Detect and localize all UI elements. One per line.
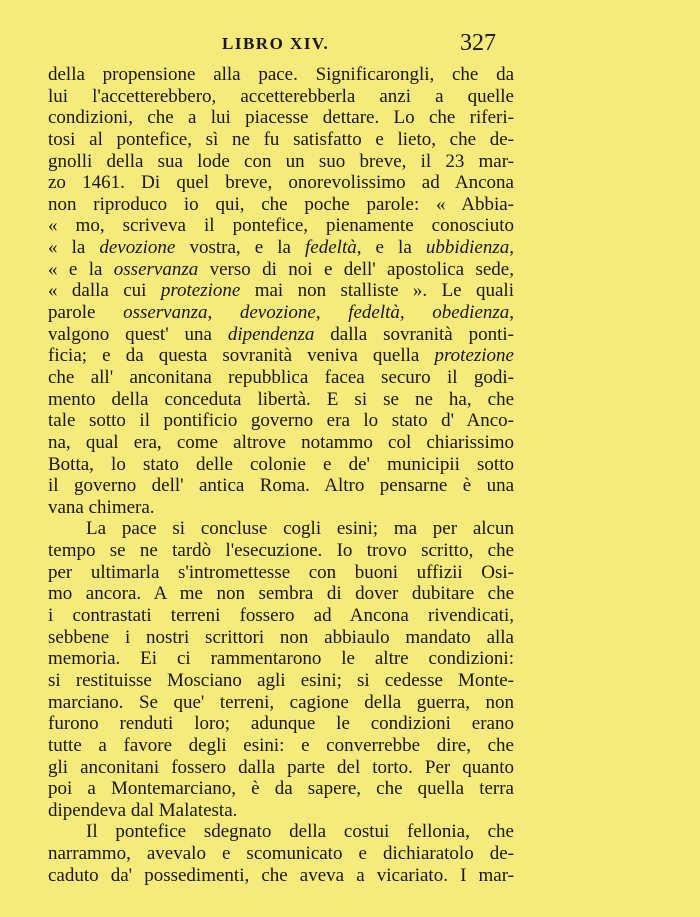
running-head: LIBRO XIV. <box>222 34 330 53</box>
text-line: marciano. Se que' terreni, cagione della guerra, non <box>48 691 514 713</box>
body-text <box>48 64 514 886</box>
text-line: « mo, scriveva il pontefice, pienamente conosciuto <box>48 215 514 237</box>
text-line: per ultimarla s'intromettesse con buoni uffizii Osi- <box>48 561 514 583</box>
text-line: na, qual era, come altrove notammo col chiarissimo <box>48 431 514 453</box>
text-line: condizioni, che a lui piacesse dettare. Lo che riferi- <box>48 107 514 129</box>
text-line: i contrastati terreni fossero ad Ancona rivendicati, <box>48 605 514 627</box>
text-line: tempo se ne tardò l'esecuzione. Io trovo scritto, che <box>48 540 514 562</box>
text-line: parole osservanza, devozione, fedeltà, obedienza, <box>48 302 515 324</box>
text-line: Botta, lo stato delle colonie e de' municipii sotto <box>48 453 514 475</box>
text-line: che all' anconitana repubblica facea securo il godi- <box>48 366 514 388</box>
text-line: Il pontefice sdegnato della costui fellonia, che <box>86 821 514 843</box>
page-number: 327 <box>460 30 496 56</box>
page-header <box>0 30 700 60</box>
text-line: si restituisse Mosciano agli esini; si cedesse Monte- <box>48 669 514 691</box>
text-line: poi a Montemarciano, è da sapere, che quella terra <box>48 778 514 800</box>
text-line: tosi al pontefice, sì ne fu satisfatto e lieto, che de- <box>48 128 514 150</box>
text-line: della propensione alla pace. Significarongli, che da <box>48 64 514 85</box>
text-line: memoria. Ei ci rammentarono le altre condizioni: <box>48 648 514 670</box>
text-line: vana chimera. <box>48 496 155 518</box>
text-line: narrammo, avevalo e scomunicato e dichiaratolo de- <box>48 843 514 865</box>
text-line: valgono quest' una dipendenza dalla sovranità ponti- <box>48 323 514 345</box>
text-line: caduto da' possedimenti, che aveva a vicariato. I mar- <box>48 864 514 886</box>
text-line: sebbene i nostri scrittori non abbiaulo mandato alla <box>48 626 514 648</box>
text-line: furono renduti loro; adunque le condizioni erano <box>48 713 514 735</box>
text-line: mo ancora. A me non sembra di dover dubitare che <box>48 583 514 605</box>
text-line: « la devozione vostra, e la fedeltà, e la ubbidienza, <box>48 237 514 259</box>
text-line: « e la osservanza verso di noi e dell' apostolica sede, <box>48 258 514 280</box>
text-line: gli anconitani fossero dalla parte del torto. Per quanto <box>48 756 514 778</box>
text-line: tale sotto il pontificio governo era lo stato d' Anco- <box>48 410 514 432</box>
text-line: tutte a favore degli esini: e converrebbe dire, che <box>48 734 514 756</box>
text-line: non riproduco io qui, che poche parole: « Abbia- <box>48 193 514 215</box>
text-line: zo 1461. Di quel breve, onorevolissimo ad Ancona <box>48 172 514 194</box>
text-line: lui l'accetterebbero, accetterebberla anzi a quelle <box>48 85 514 107</box>
text-line: mento della conceduta libertà. E si se ne ha, che <box>48 388 514 410</box>
text-line: La pace si concluse cogli esini; ma per alcun <box>86 518 514 540</box>
text-line: ficia; e da questa sovranità veniva quella protezione <box>48 345 514 367</box>
text-line: dipendeva dal Malatesta. <box>48 799 238 821</box>
text-line: il governo dell' antica Roma. Altro pensarne è una <box>48 475 514 497</box>
text-line: « dalla cui protezione mai non stalliste ». Le quali <box>48 280 514 302</box>
text-line: gnolli della sua lode con un suo breve, il 23 mar- <box>48 150 514 172</box>
